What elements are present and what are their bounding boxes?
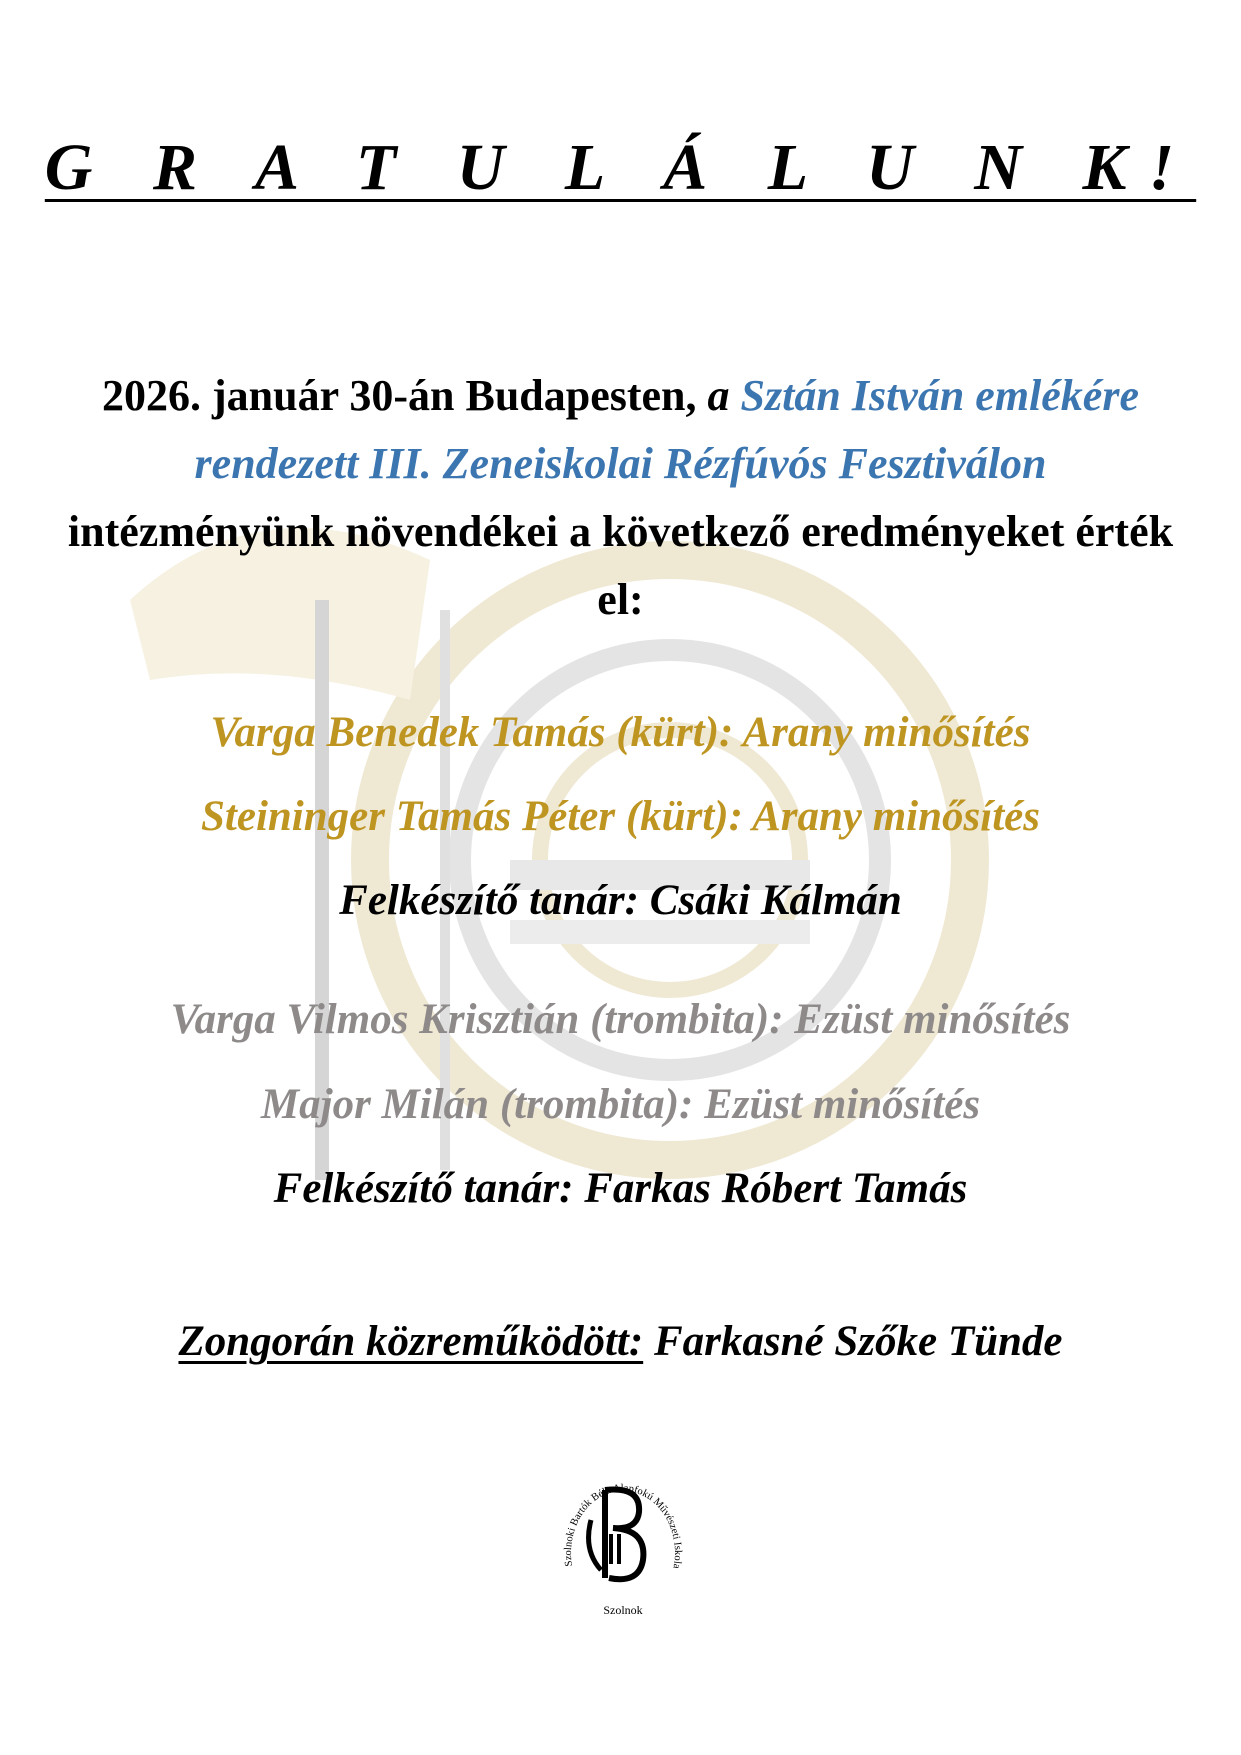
result-line: Major Milán (trombita): Ezüst minősítés (260, 1081, 981, 1128)
logo-city: Szolnok (603, 1603, 643, 1617)
piano-label: Zongorán közreműködött: (178, 1318, 644, 1365)
teacher-line: Felkészítő tanár: Farkas Róbert Tamás (273, 1165, 968, 1212)
teacher-line: Felkészítő tanár: Csáki Kálmán (339, 877, 902, 924)
intro-text-1: 2026. január 30-án Budapesten, (102, 371, 708, 420)
page-title: G R A T U L Á L U N K! (44, 131, 1197, 204)
result-line: Steininger Tamás Péter (kürt): Arany minősítés (201, 793, 1040, 840)
piano-name: Farkasné Szőke Tünde (643, 1318, 1063, 1365)
piano-accompanist (0, 1317, 1241, 1366)
logo-ring-text: Szolnoki Bartók Béla Alapfokú Művészeti Iskola (562, 1482, 684, 1570)
intro-text-2: intézményünk növendékei a következő eredményeket érték el: (67, 507, 1174, 624)
festival-name: Sztán István emlékére rendezett III. Zeneiskolai Rézfúvós Fesztiválon (194, 371, 1139, 488)
intro-paragraph (60, 362, 1181, 634)
result-line: Varga Benedek Tamás (kürt): Arany minősítés (210, 709, 1031, 756)
school-logo (543, 1450, 703, 1620)
result-line: Varga Vilmos Krisztián (trombita): Ezüst minősítés (170, 996, 1071, 1043)
intro-text-a: a (707, 371, 730, 420)
